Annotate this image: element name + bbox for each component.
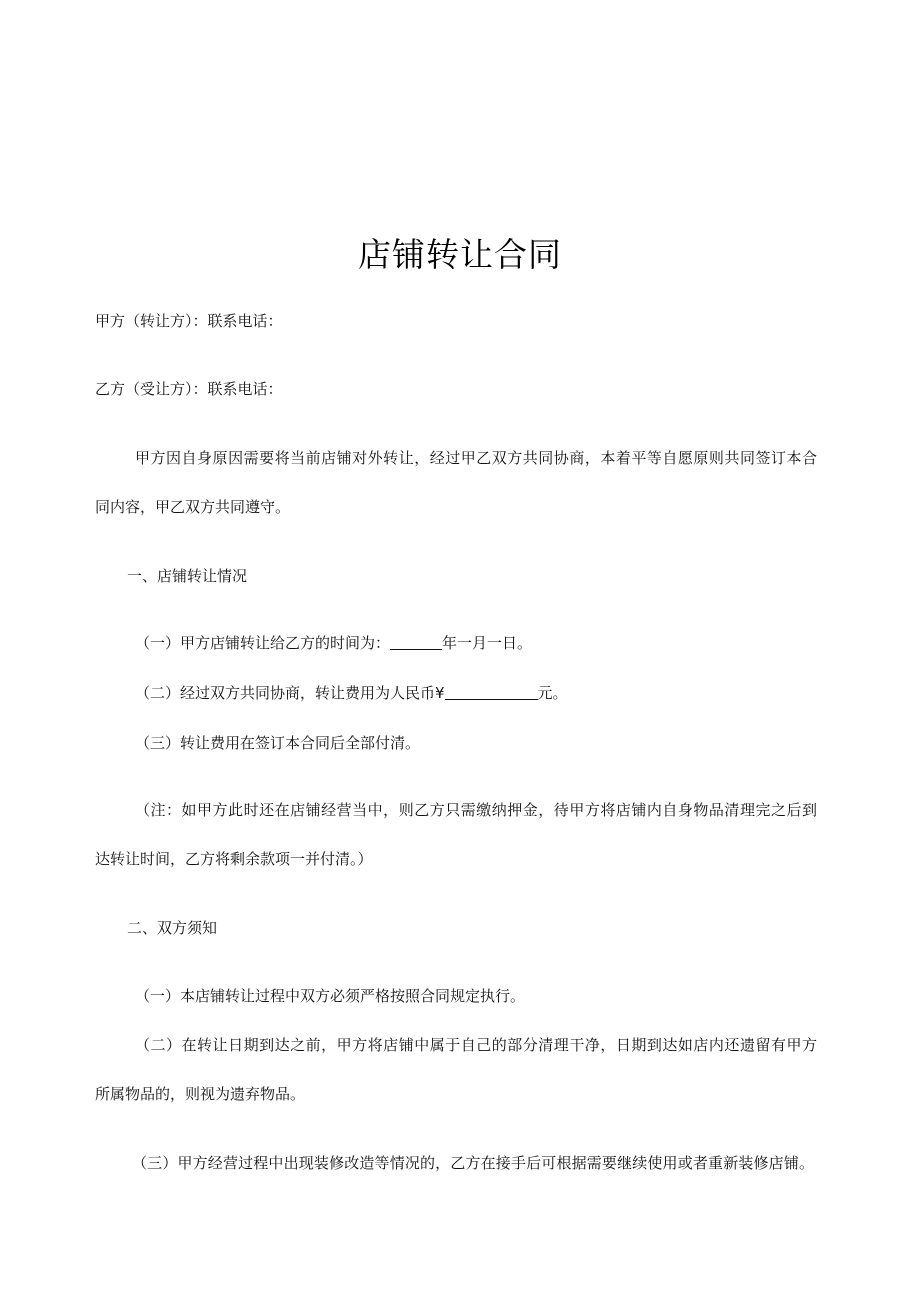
section-1-heading: 一、店铺转让情况: [127, 567, 248, 585]
section-1-item-2: [135, 683, 568, 703]
intro-line-1: 甲方因自身原因需要将当前店铺对外转让，经过甲乙双方共同协商，本着平等自愿原则共同签订本合: [135, 449, 817, 467]
party-b-line: 乙方（受让方）：联系电话：: [95, 380, 283, 398]
item-2-prefix: （二）经过双方共同协商，转让费用为人民币¥: [135, 684, 445, 702]
section-2-item-3: （三）甲方经营过程中出现装修改造等情况的，乙方在接手后可根据需要继续使用或者重新装修店铺。: [132, 1154, 814, 1172]
section-2-item-2-line-1: （二）在转让日期到达之前，甲方将店铺中属于自己的部分清理干净，日期到达如店内还遗留有甲方: [135, 1036, 817, 1054]
section-2-item-1: （一）本店铺转让过程中双方必须严格按照合同规定执行。: [135, 987, 526, 1005]
item-2-suffix: 元。: [537, 684, 568, 702]
section-1-item-3: （三）转让费用在签订本合同后全部付清。: [135, 734, 421, 752]
note-line-1: （注：如甲方此时还在店铺经营当中，则乙方只需缴纳押金，待甲方将店铺内自身物品清理完之后到: [135, 801, 817, 819]
date-blank: [390, 635, 442, 650]
party-a-line: 甲方（转让方）：联系电话：: [95, 312, 283, 330]
note-line-2: 达转让时间，乙方将剩余款项一并付清。）: [95, 850, 373, 868]
amount-blank: [445, 685, 538, 700]
section-1-item-1: [135, 633, 532, 653]
section-2-heading: 二、双方须知: [127, 919, 218, 937]
item-1-prefix: （一）甲方店铺转让给乙方的时间为：: [135, 634, 391, 652]
section-2-item-2-line-2: 所属物品的，则视为遗弃物品。: [95, 1085, 306, 1103]
item-1-suffix: 年一月一日。: [442, 634, 533, 652]
document-title: 店铺转让合同: [358, 235, 562, 274]
intro-line-2: 同内容，甲乙双方共同遵守。: [95, 498, 291, 516]
